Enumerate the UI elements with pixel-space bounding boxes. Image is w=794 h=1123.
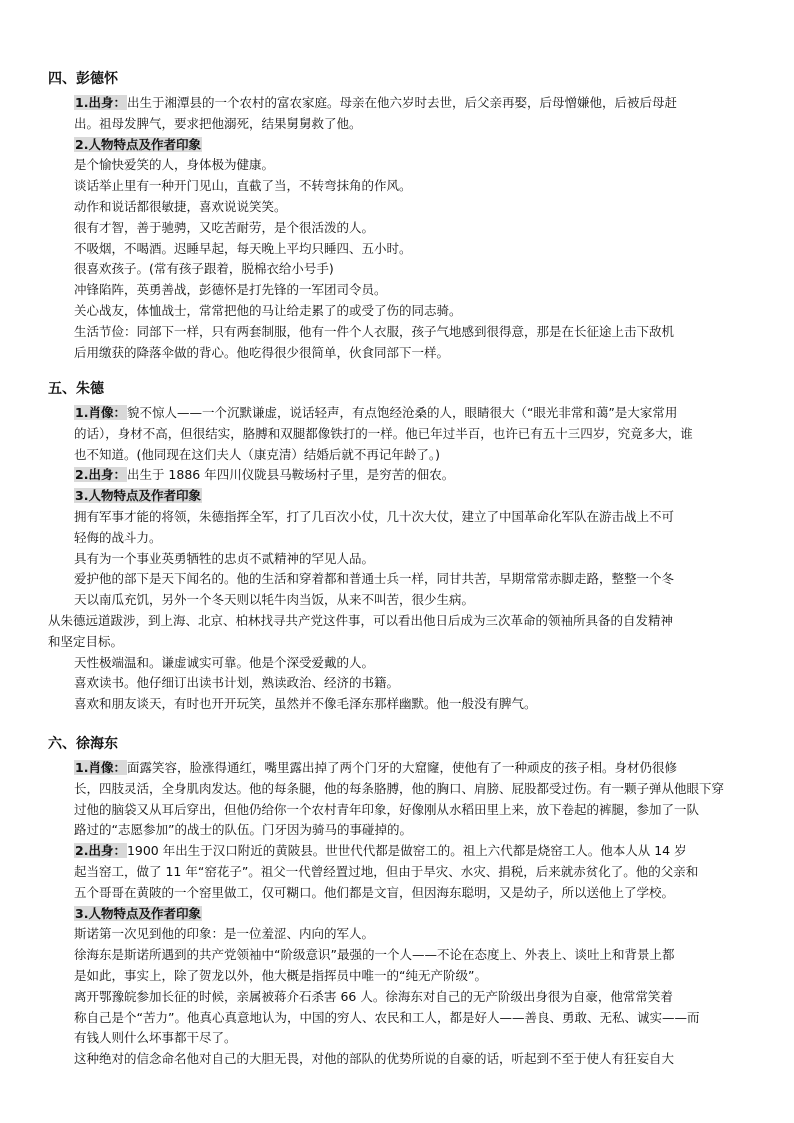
paragraph-line <box>74 197 748 216</box>
line-text: 长，四肢灵活，全身肌肉发达。他的每条腿，他的每条胳膊，他的胸口、肩膀、屁股都受过伤。有一颗子弹从他眼下穿 <box>74 780 725 796</box>
field-label: 3.人物特点及作者印象 <box>75 905 201 921</box>
line-text: 和坚定目标。 <box>48 633 124 649</box>
paragraph-line <box>74 259 748 278</box>
labeled-paragraph-line <box>74 465 748 484</box>
line-text: 离开鄂豫皖参加长征的时候，亲属被蒋介石杀害 66 人。徐海东对自己的无产阶级出身很为自豪，他常常笑着 <box>74 988 673 1004</box>
field-label: 1.肖像： <box>75 405 126 420</box>
labeled-paragraph-line <box>74 758 748 777</box>
line-text: 起当窑工，做了 11 年“窑花子”。祖父一代曾经置过地，但由于旱灾、水灾、捐税，后来就赤贫化了。他的父亲和 <box>74 864 699 879</box>
line-text: 貌不惊人——一个沉默谦虚，说话轻声，有点饱经沧桑的人，眼睛很大（“眼光非常和蔼”是大家常用 <box>126 405 678 420</box>
line-text: 爱护他的部下是天下闻名的。他的生活和穿着都和普通士兵一样，同甘共苦，早期常常赤脚走路，整整一个冬 <box>74 571 675 587</box>
field-label: 1.出身： <box>75 95 126 110</box>
line-text: 这种绝对的信念命名他对自己的大胆无畏，对他的部队的优势所说的自豪的话，听起到不至于使人有狂妄自大 <box>74 1051 675 1067</box>
paragraph-line <box>74 280 748 299</box>
paragraph-line <box>74 800 748 819</box>
line-text: 出。祖母发脾气，要求把他溺死，结果舅舅救了他。 <box>74 115 362 131</box>
line-text: 天以南瓜充饥，另外一个冬天则以牦牛肉当饭，从来不叫苦，很少生病。 <box>74 592 475 608</box>
paragraph-line <box>74 1049 748 1068</box>
line-text: 很喜欢孩子。(常有孩子跟着，脱棉衣给小号手) <box>74 261 334 277</box>
paragraph-line <box>74 883 748 902</box>
line-text: 喜欢读书。他仔细订出读书计划，熟读政治、经济的书籍。 <box>74 675 400 691</box>
field-label: 1.肖像： <box>75 760 126 775</box>
line-text: 过他的脑袋又从耳后穿出，但他仍给你一个农村青年印象，好像刚从水稻田里上来，放下卷起的裤腿，参加了一队 <box>74 801 700 817</box>
line-text: 关心战友，体恤战士，常常把他的马让给走累了的或受了伤的同志骑。 <box>74 303 462 318</box>
line-text: 从朱德远道跋涉，到上海、北京、柏林找寻共产党这件事，可以看出他日后成为三次革命的领袖所具备的自发精神 <box>48 613 674 628</box>
section-title: 六、徐海东 <box>48 736 118 752</box>
paragraph-line <box>74 945 748 964</box>
paragraph-line <box>74 779 748 798</box>
line-text: 具有为一个事业英勇牺牲的忠贞不贰精神的罕见人品。 <box>74 550 375 566</box>
paragraph-line <box>74 239 748 258</box>
line-text: 也不知道。(他同现在这们夫人（康克清）结婚后就不再记年龄了。) <box>74 446 441 462</box>
paragraph-line <box>74 424 748 443</box>
section-title: 四、彭德怀 <box>48 71 118 87</box>
line-text: 喜欢和朋友谈天，有时也开开玩笑，虽然并不像毛泽东那样幽默。他一般没有脾气。 <box>74 696 537 712</box>
field-label: 2.出身： <box>75 467 126 483</box>
line-text: 出生于 1886 年四川仪陇县马鞍场村子里，是穷苦的佃农。 <box>126 467 455 483</box>
paragraph-line <box>74 590 748 609</box>
paragraph-line <box>74 1008 748 1027</box>
field-label: 2.人物特点及作者印象 <box>75 136 201 152</box>
section-title: 五、朱德 <box>48 381 104 397</box>
line-text: 路过的“志愿参加”的战士的队伍。门牙因为骑马的事碰掉的。 <box>74 822 412 838</box>
field-label: 3.人物特点及作者印象 <box>75 488 201 504</box>
paragraph-line <box>74 1028 748 1047</box>
line-text: 1900 年出生于汉口附近的黄陂县。世世代代都是做窑工的。祖上六代都是烧窑工人。他本人从 14 岁 <box>126 843 687 859</box>
labeled-paragraph-line <box>74 93 748 112</box>
paragraph-line <box>74 528 748 547</box>
labeled-paragraph-line <box>74 486 748 505</box>
paragraph-line <box>48 611 748 630</box>
line-text: 谈话举止里有一种开门见山，直截了当，不转弯抹角的作风。 <box>74 178 412 194</box>
labeled-paragraph-line <box>74 841 748 860</box>
line-text: 的话），身材不高，但很结实，胳膊和双腿都像铁打的一样。他已年过半百，也许已有五十三四岁，究竟多大，谁 <box>74 425 693 441</box>
paragraph-line <box>74 218 748 237</box>
paragraph-line <box>74 114 748 133</box>
paragraph-line <box>74 301 748 320</box>
line-text: 有钱人则什么坏事都干尽了。 <box>74 1030 237 1046</box>
labeled-paragraph-line <box>74 403 748 422</box>
line-text: 生活节俭：同部下一样，只有两套制服，他有一件个人衣服，孩子气地感到很得意，那是在长征途上击下敌机 <box>74 323 675 339</box>
paragraph-line <box>74 924 748 943</box>
labeled-paragraph-line <box>74 135 748 154</box>
paragraph-line <box>74 155 748 174</box>
line-text: 徐海东是斯诺所遇到的共产党领袖中“阶级意识”最强的一个人——不论在态度上、外表上、谈吐上和背景上都 <box>74 947 675 963</box>
labeled-paragraph-line <box>74 904 748 923</box>
line-text: 动作和说话都很敏捷，喜欢说说笑笑。 <box>74 199 287 214</box>
paragraph-line <box>48 632 748 651</box>
paragraph-line <box>74 507 748 526</box>
paragraph-line <box>74 862 748 881</box>
line-text: 很有才智，善于驰骋，又吃苦耐劳，是个很活泼的人。 <box>74 219 375 235</box>
line-text: 斯诺第一次见到他的印象：是一位羞涩、内向的军人。 <box>74 926 375 942</box>
line-text: 不吸烟，不喝酒。迟睡早起，每天晚上平均只睡四、五小时。 <box>74 240 412 256</box>
line-text: 面露笑容，脸涨得通红，嘴里露出掉了两个门牙的大窟窿，使他有了一种顽皮的孩子相。身材仍很修 <box>126 760 677 775</box>
line-text: 天性极端温和。谦虚诚实可靠。他是个深受爱戴的人。 <box>74 654 375 670</box>
paragraph-line <box>74 176 748 195</box>
line-text: 称自己是个“苦力”。他真心真意地认为，中国的穷人、农民和工人，都是好人——善良、勇敢、无私、诚实——而 <box>74 1009 700 1025</box>
paragraph-line <box>74 820 748 839</box>
line-text: 是如此，事实上，除了贺龙以外，他大概是指挥员中唯一的“纯无产阶级”。 <box>74 968 487 983</box>
line-text: 出生于湘潭县的一个农村的富农家庭。母亲在他六岁时去世，后父亲再娶，后母憎嫌他，后被后母赶 <box>126 95 677 110</box>
line-text: 是个愉快爱笑的人，身体极为健康。 <box>74 157 275 173</box>
line-text: 后用缴获的降落伞做的背心。他吃得很少很简单，伙食同部下一样。 <box>74 344 450 360</box>
paragraph-line <box>74 673 748 692</box>
line-text: 拥有军事才能的将领，朱德指挥全军，打了几百次小仗，几十次大仗，建立了中国革命化军队在游击战上不可 <box>74 509 675 524</box>
line-text: 五个哥哥在黄陂的一个窑里做工，仅可糊口。他们都是文盲，但因海东聪明，又是幼子，所以送他上了学校。 <box>74 884 675 900</box>
line-text: 轻侮的战斗力。 <box>74 529 162 545</box>
paragraph-line <box>74 694 748 713</box>
paragraph-line <box>74 966 748 985</box>
paragraph-line <box>74 569 748 588</box>
paragraph-line <box>74 987 748 1006</box>
field-label: 2.出身： <box>75 843 126 859</box>
paragraph-line <box>74 322 748 341</box>
paragraph-line <box>74 653 748 672</box>
paragraph-line <box>74 343 748 362</box>
paragraph-line <box>74 445 748 464</box>
line-text: 冲锋陷阵，英勇善战，彭德怀是打先锋的一军团司令员。 <box>74 282 387 298</box>
paragraph-line <box>74 549 748 568</box>
